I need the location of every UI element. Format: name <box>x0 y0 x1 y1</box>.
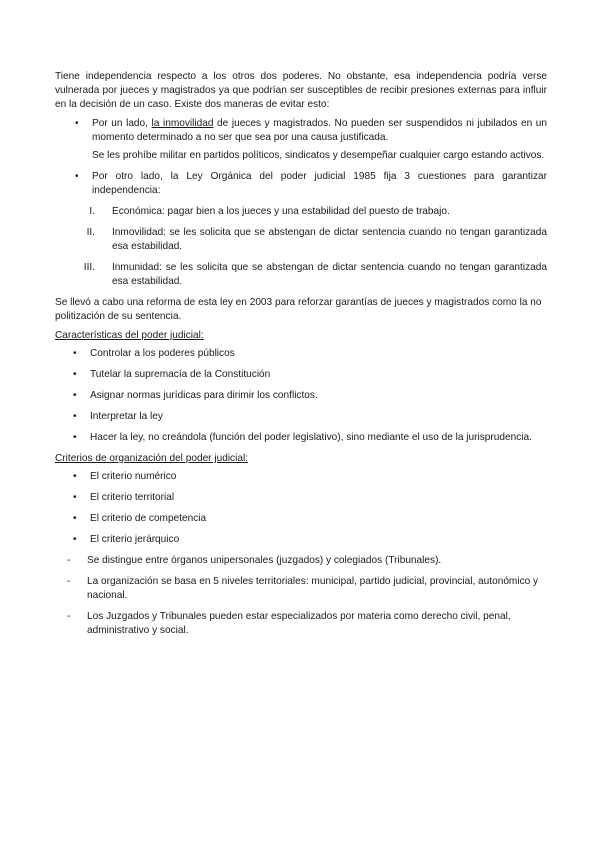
note-text: La organización se basa en 5 niveles territoriales: municipal, partido judicial, provincial, autonómico y nacional. <box>87 576 539 601</box>
criterio-text: El criterio territorial <box>90 492 175 503</box>
list-item <box>55 261 547 289</box>
caracteristicas-list <box>55 347 547 445</box>
cuestion-text: Inmunidad: se les solicita que se abstengan de dictar sentencia cuando no tengan garantizada esa estabilidad. <box>112 262 547 287</box>
dash-icon: - <box>67 611 71 622</box>
roman-numeral: III. <box>83 262 95 273</box>
criterios-list <box>55 470 547 547</box>
bullet-icon: • <box>75 171 79 182</box>
criterios-notes-list <box>55 554 547 638</box>
caracteristica-text: Hacer la ley, no creándola (función del poder legislativo), sino mediante el uso de la jurisprudencia. <box>90 432 532 443</box>
inmovilidad-text: de jueces y magistrados. No pueden ser suspendidos ni jubilados en un momento determinado a no ser que sea por una causa justificada. <box>92 118 547 143</box>
list-item <box>55 368 547 382</box>
criterio-text: El criterio numérico <box>90 471 177 482</box>
bullet-icon: • <box>73 390 77 401</box>
roman-numeral: II. <box>86 227 95 238</box>
bullet-icon: • <box>73 534 77 545</box>
cuestion-text: Inmovilidad: se les solicita que se abstengan de dictar sentencia cuando no tengan garantizada esa estabilidad. <box>112 227 547 252</box>
criterio-text: El criterio jerárquico <box>90 534 180 545</box>
list-item-ley-organica <box>55 170 547 198</box>
caracteristica-text: Controlar a los poderes públicos <box>90 348 235 359</box>
list-item <box>55 575 547 603</box>
list-item <box>55 226 547 254</box>
list-item <box>55 470 547 484</box>
caracteristica-text: Tutelar la supremacía de la Constitución <box>90 369 271 380</box>
bullet-icon: • <box>73 411 77 422</box>
bullet-icon: • <box>73 492 77 503</box>
list-item <box>55 533 547 547</box>
ways-list <box>55 117 547 198</box>
caracteristica-text: Asignar normas jurídicas para dirimir los conflictos. <box>90 390 318 401</box>
note-text: Se distingue entre órganos unipersonales (juzgados) y colegiados (Tribunales). <box>87 555 442 566</box>
list-item <box>55 491 547 505</box>
bullet-icon: • <box>73 369 77 380</box>
list-item-inmovilidad <box>55 117 547 163</box>
intro-paragraph: Tiene independencia respecto a los otros dos poderes. No obstante, esa independencia podría verse vulnerada por jueces y magistrados ya que podrían ser susceptibles de recibir presiones externas para influir en la decisión de un caso. Existe dos maneras de evitar esto: <box>55 71 547 110</box>
criterio-text: El criterio de competencia <box>90 513 207 524</box>
criterios-heading: Criterios de organización del poder judicial: <box>55 453 249 464</box>
list-item <box>55 554 547 568</box>
note-text: Los Juzgados y Tribunales pueden estar especializados por materia como derecho civil, penal, administrativo y social. <box>87 611 511 636</box>
roman-numeral: I. <box>89 206 95 217</box>
list-item <box>55 610 547 638</box>
list-item <box>55 431 547 445</box>
bullet-icon: • <box>73 471 77 482</box>
inmovilidad-extra: Se les prohíbe militar en partidos políticos, sindicatos y desempeñar cualquier cargo estando activos. <box>92 150 545 161</box>
bullet-icon: • <box>75 118 79 129</box>
reforma-paragraph: Se llevó a cabo una reforma de esta ley en 2003 para reforzar garantías de jueces y magistrados como la no politización de su sentencia. <box>55 297 542 322</box>
dash-icon: - <box>67 555 71 566</box>
dash-icon: - <box>67 576 71 587</box>
caracteristica-text: Interpretar la ley <box>90 411 163 422</box>
bullet-icon: • <box>73 432 77 443</box>
bullet-icon: • <box>73 348 77 359</box>
list-item <box>55 389 547 403</box>
cuestion-text: Económica: pagar bien a los jueces y una estabilidad del puesto de trabajo. <box>112 206 450 217</box>
list-item <box>55 512 547 526</box>
caracteristicas-heading: Características del poder judicial: <box>55 330 204 341</box>
list-item <box>55 347 547 361</box>
list-item <box>55 410 547 424</box>
list-item <box>55 205 547 219</box>
inmovilidad-intro: Por un lado, <box>92 118 152 129</box>
bullet-icon: • <box>73 513 77 524</box>
document-page <box>55 70 547 645</box>
ley-organica-text: Por otro lado, la Ley Orgánica del poder judicial 1985 fija 3 cuestiones para garantizar independencia: <box>92 171 547 196</box>
cuestiones-list <box>55 205 547 289</box>
inmovilidad-term: la inmovilidad <box>151 118 214 129</box>
